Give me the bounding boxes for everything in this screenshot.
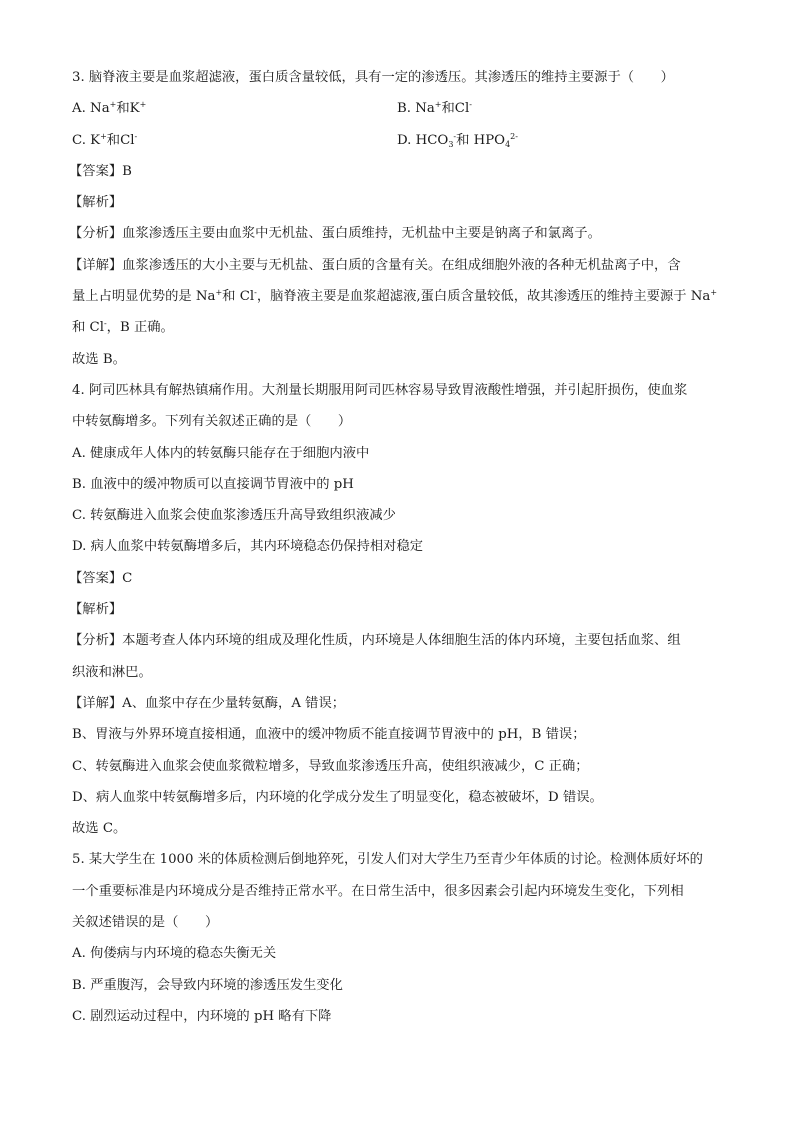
q5-option-b: B. 严重腹泻，会导致内环境的渗透压发生变化 [72,977,343,993]
q4-option-c: C. 转氨酶进入血浆会使血浆渗透压升高导致组织液减少 [72,508,396,524]
q3-option-c: C. K+和Cl- [72,131,138,148]
q3-fenxi: 【分析】血浆渗透压主要由血浆中无机盐、蛋白质维持，无机盐中主要是钠离子和氯离子。 [69,226,601,242]
q5-option-a: A. 佝偻病与内环境的稳态失衡无关 [72,946,277,962]
q4-stem-line-2: 中转氨酶增多。下列有关叙述正确的是（ ） [72,414,352,430]
q3-stem: 3. 脑脊液主要是血浆超滤液，蛋白质含量较低，具有一定的渗透压。其渗透压的维持主要源于（ ） [72,70,674,85]
q5-option-c: C. 剧烈运动过程中，内环境的 pH 略有下降 [72,1008,332,1024]
q4-xiangjie-a: 【详解】A、血浆中存在少量转氨酶，A 错误； [69,695,346,711]
q5-stem-line-2: 一个重要标准是内环境成分是否维持正常水平。在日常生活中，很多因素会引起内环境发生变化，下列相 [72,883,684,899]
q3-answer: 【答案】B [69,163,132,179]
q3-option-a: A. Na+和K+ [72,100,147,117]
q5-stem-line-1: 5. 某大学生在 1000 米的体质检测后倒地猝死，引发人们对大学生乃至青少年体质的讨论。检测体质好坏的 [72,852,703,868]
q3-options-row-1 [72,93,722,124]
q3-xiangjie-line-1: 【详解】血浆渗透压的大小主要与无机盐、蛋白质的含量有关。在组成细胞外液的各种无机盐离子中，含 [69,257,681,273]
q4-fenxi-line-2: 织液和淋巴。 [72,664,152,680]
document-page [69,62,722,1032]
q4-option-d: D. 病人血浆中转氨酶增多后，其内环境稳态仍保持相对稳定 [72,539,424,555]
q3-options-row-2 [72,125,722,156]
q3-xiangjie-line-2: 量上占明显优势的是 Na+和 Cl-，脑脊液主要是血浆超滤液,蛋白质含量较低，故其渗透压的维持主要源于 Na+ [72,288,718,305]
q3-option-d: D. $HCO_3^-$和 $HPO_4^{2-}$ [397,131,518,149]
q4-option-b: B. 血液中的缓冲物质可以直接调节胃液中的 pH [72,476,354,492]
q4-answer: 【答案】C [69,570,133,586]
q3-option-b: B. Na+和Cl- [397,100,472,117]
q4-xiangjie-b: B、胃液与外界环境直接相通，血液中的缓冲物质不能直接调节胃液中的 pH，B 错误； [72,727,586,743]
q3-xiangjie-line-3: 和 Cl-，B 正确。 [72,319,174,336]
q3-analysis-heading: 【解析】 [69,195,123,211]
q3-conclusion: 故选 B。 [72,351,126,367]
q4-option-a: A. 健康成年人体内的转氨酶只能存在于细胞内液中 [72,445,370,461]
q5-stem-line-3: 关叙述错误的是（ ） [72,915,219,931]
q4-fenxi-line-1: 【分析】本题考查人体内环境的组成及理化性质，内环境是人体细胞生活的体内环境，主要包括血浆、组 [69,633,681,649]
q4-stem-line-1: 4. 阿司匹林具有解热镇痛作用。大剂量长期服用阿司匹林容易导致胃液酸性增强，并引起肝损伤，使血浆 [72,382,688,398]
q4-conclusion: 故选 C。 [72,821,127,837]
q4-xiangjie-d: D、病人血浆中转氨酶增多后，内环境的化学成分发生了明显变化，稳态被破坏，D 错误。 [72,789,603,805]
q4-analysis-heading: 【解析】 [69,602,123,618]
q4-xiangjie-c: C、转氨酶进入血浆会使血浆微粒增多，导致血浆渗透压升高，使组织液减少，C 正确； [72,758,589,774]
